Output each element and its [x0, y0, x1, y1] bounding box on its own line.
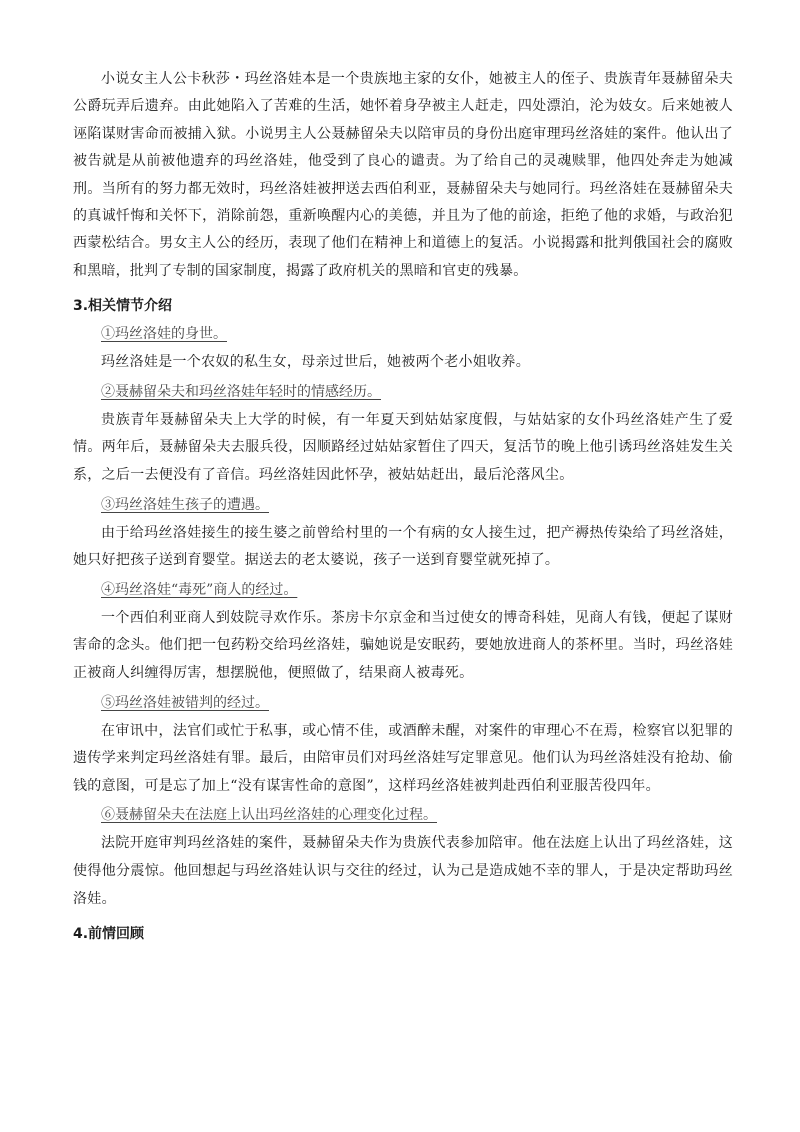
document-page — [73, 66, 733, 947]
plot-item-body: 在审讯中，法官们或忙于私事，或心情不佳，或酒醉未醒，对案件的审理心不在焉，检察官以犯罪的遗传学来判定玛丝洛娃有罪。最后，由陪审员们对玛丝洛娃写定罪意见。他们认为玛丝洛娃没有抢劫、偷钱的意图，可是忘了加上“没有谋害性命的意图”，这样玛丝洛娃被判赴西伯利亚服苦役四年。 — [73, 722, 733, 794]
plot-item-title: ②聂赫留朵夫和玛丝洛娃年轻时的情感经历。 — [101, 383, 381, 400]
plot-item-body: 一个西伯利亚商人到妓院寻欢作乐。茶房卡尔京金和当过使女的博奇科娃，见商人有钱，便起了谋财害命的念头。他们把一包药粉交给玛丝洛娃，骗她说是安眠药，要她放进商人的茶杯里。当时，玛丝洛娃正被商人纠缠得厉害，想摆脱他，便照做了，结果商人被毒死。 — [73, 609, 733, 681]
plot-item-body: 法院开庭审判玛丝洛娃的案件，聂赫留朵夫作为贵族代表参加陪审。他在法庭上认出了玛丝洛娃，这使得他分震惊。他回想起与玛丝洛娃认识与交往的经过，认为己是造成她不幸的罪人，于是决定帮助玛丝洛娃。 — [73, 835, 733, 907]
plot-item-1 — [73, 321, 733, 377]
plot-item-body: 由于给玛丝洛娃接生的接生婆之前曾给村里的一个有病的女人接生过，把产褥热传染给了玛丝洛娃，她只好把孩子送到育婴堂。据送去的老太婆说，孩子一送到育婴堂就死掉了。 — [73, 524, 733, 569]
plot-item-3 — [73, 492, 733, 575]
plot-item-title: ④玛丝洛娃“毒死”商人的经过。 — [101, 581, 298, 598]
intro-paragraph: 小说女主人公卡秋莎・玛丝洛娃本是一个贵族地主家的女仆，她被主人的侄子、贵族青年聂赫留朵夫公爵玩弄后遗弃。由此她陷入了苦难的生活，她怀着身孕被主人赶走，四处漂泊，沦为妓女。后来她被人诬陷谋财害命而被捕入狱。小说男主人公聂赫留朵夫以陪审员的身份出庭审理玛丝洛娃的案件。他认出了被告就是从前被他遗弃的玛丝洛娃，他受到了良心的谴责。为了给自己的灵魂赎罪，他四处奔走为她减刑。当所有的努力都无效时，玛丝洛娃被押送去西伯利亚，聂赫留朵夫与她同行。玛丝洛娃在聂赫留朵夫的真诚忏悔和关怀下，消除前怨，重新唤醒内心的美德，并且为了他的前途，拒绝了他的求婚，与政治犯西蒙松结合。男女主人公的经历，表现了他们在精神上和道德上的复活。小说揭露和批判俄国社会的腐败和黑暗，批判了专制的国家制度，揭露了政府机关的黑暗和官吏的残暴。 — [73, 71, 733, 279]
plot-item-body: 贵族青年聂赫留朵夫上大学的时候，有一年夏天到姑姑家度假，与姑姑家的女仆玛丝洛娃产生了爱情。两年后，聂赫留朵夫去服兵役，因顺路经过姑姑家暂住了四天，复活节的晚上他引诱玛丝洛娃发生关系，之后一去便没有了音信。玛丝洛娃因此怀孕，被姑姑赶出，最后沦落风尘。 — [73, 411, 733, 484]
plot-item-5 — [73, 690, 733, 801]
plot-item-title: ⑤玛丝洛娃被错判的经过。 — [101, 694, 269, 711]
plot-item-body: 玛丝洛娃是一个农奴的私生女，母亲过世后，她被两个老小姐收养。 — [101, 354, 530, 371]
section-4-heading: 4.前情回顾 — [73, 926, 145, 943]
plot-item-title: ③玛丝洛娃生孩子的遭遇。 — [101, 496, 269, 513]
plot-item-6 — [73, 802, 733, 913]
plot-item-title: ①玛丝洛娃的身世。 — [101, 326, 227, 343]
plot-item-4 — [73, 577, 733, 688]
plot-item-title: ⑥聂赫留朵夫在法庭上认出玛丝洛娃的心理变化过程。 — [101, 807, 437, 824]
plot-item-2 — [73, 379, 733, 490]
section-3-heading: 3.相关情节介绍 — [73, 298, 173, 315]
